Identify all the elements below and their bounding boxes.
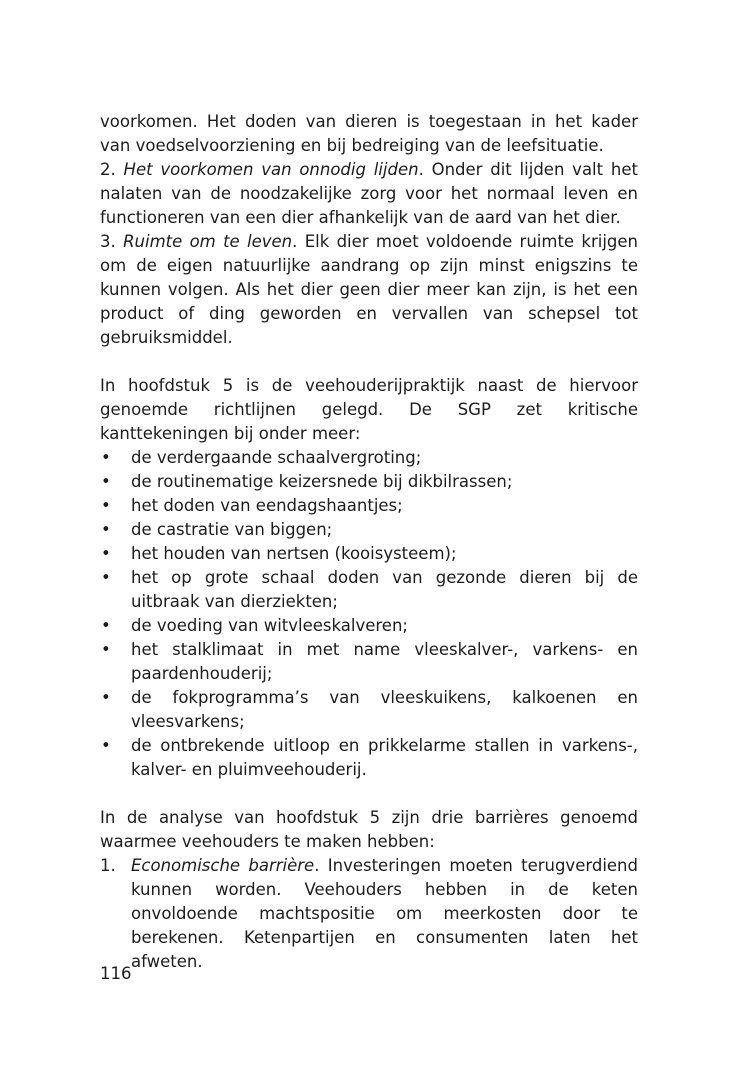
principle-text: . Onder dit lijden valt het nalaten van de noodzakelijke zorg voor het normaal leven en functioneren van een dier afhankelijk van de aard van het dier. <box>100 160 638 227</box>
item-number: 1. <box>100 856 116 875</box>
spacer <box>100 350 638 374</box>
principle-number: 2. <box>100 160 124 179</box>
list-item: • het op grote schaal doden van gezonde dieren bij de uitbraak van dierziekten; <box>100 566 638 614</box>
list-item: • het doden van eendagshaantjes; <box>100 494 638 518</box>
list-item: • de routinematige keizersnede bij dikbilrassen; <box>100 470 638 494</box>
analysis-paragraph: In de analyse van hoofdstuk 5 zijn drie barrières genoemd waarmee veehouders te maken hebben: <box>100 808 638 851</box>
list-item: • de fokprogramma’s van vleeskuikens, kalkoenen en vleesvarkens; <box>100 686 638 734</box>
item-title: Economische barrière <box>131 856 315 875</box>
list-item: • het houden van nertsen (kooisysteem); <box>100 542 638 566</box>
spacer <box>100 782 638 806</box>
principle-title: Het voorkomen van onnodig lijden <box>123 160 419 179</box>
list-item: • het stalklimaat in met name vleeskalver-, varkens- en paardenhouderij; <box>100 638 638 686</box>
principle-3 <box>100 230 638 350</box>
principle-number: 3. <box>100 232 124 251</box>
list-item <box>100 854 638 974</box>
item-text: . Investeringen moeten terugverdiend kunnen worden. Veehouders hebben in de keten onvoldoende machtspositie om meerkosten door te berekenen. Ketenpartijen en consumenten laten het afweten. <box>131 856 638 971</box>
paragraph-text: voorkomen. Het doden van dieren is toegestaan in het kader van voedselvoorziening en bij bedreiging van de leefsituatie. <box>100 112 638 155</box>
numbered-list <box>100 854 638 974</box>
intro-paragraph: In hoofdstuk 5 is de veehouderijpraktijk naast de hiervoor genoemde richtlijnen gelegd. De SGP zet kritische kanttekeningen bij onder meer: <box>100 376 638 443</box>
list-item: • de ontbrekende uitloop en prikkelarme stallen in varkens-, kalver- en pluimveehouderij. <box>100 734 638 782</box>
list-item: • de castratie van biggen; <box>100 518 638 542</box>
list-item: • de voeding van witvleeskalveren; <box>100 614 638 638</box>
paragraph-continuation <box>100 110 638 158</box>
principle-title: Ruimte om te leven <box>123 232 293 251</box>
bullet-list <box>100 446 638 782</box>
list-item: • de verdergaande schaalvergroting; <box>100 446 638 470</box>
principle-text: . Elk dier moet voldoende ruimte krijgen om de eigen natuurlijke aandrang op zijn minst enigszins te kunnen volgen. Als het dier geen dier meer kan zijn, is het een product of ding geworden en vervallen van schepsel tot gebruiksmiddel. <box>100 232 638 347</box>
page-body <box>100 110 638 974</box>
principle-2 <box>100 158 638 230</box>
page-number: 116 <box>100 964 132 983</box>
